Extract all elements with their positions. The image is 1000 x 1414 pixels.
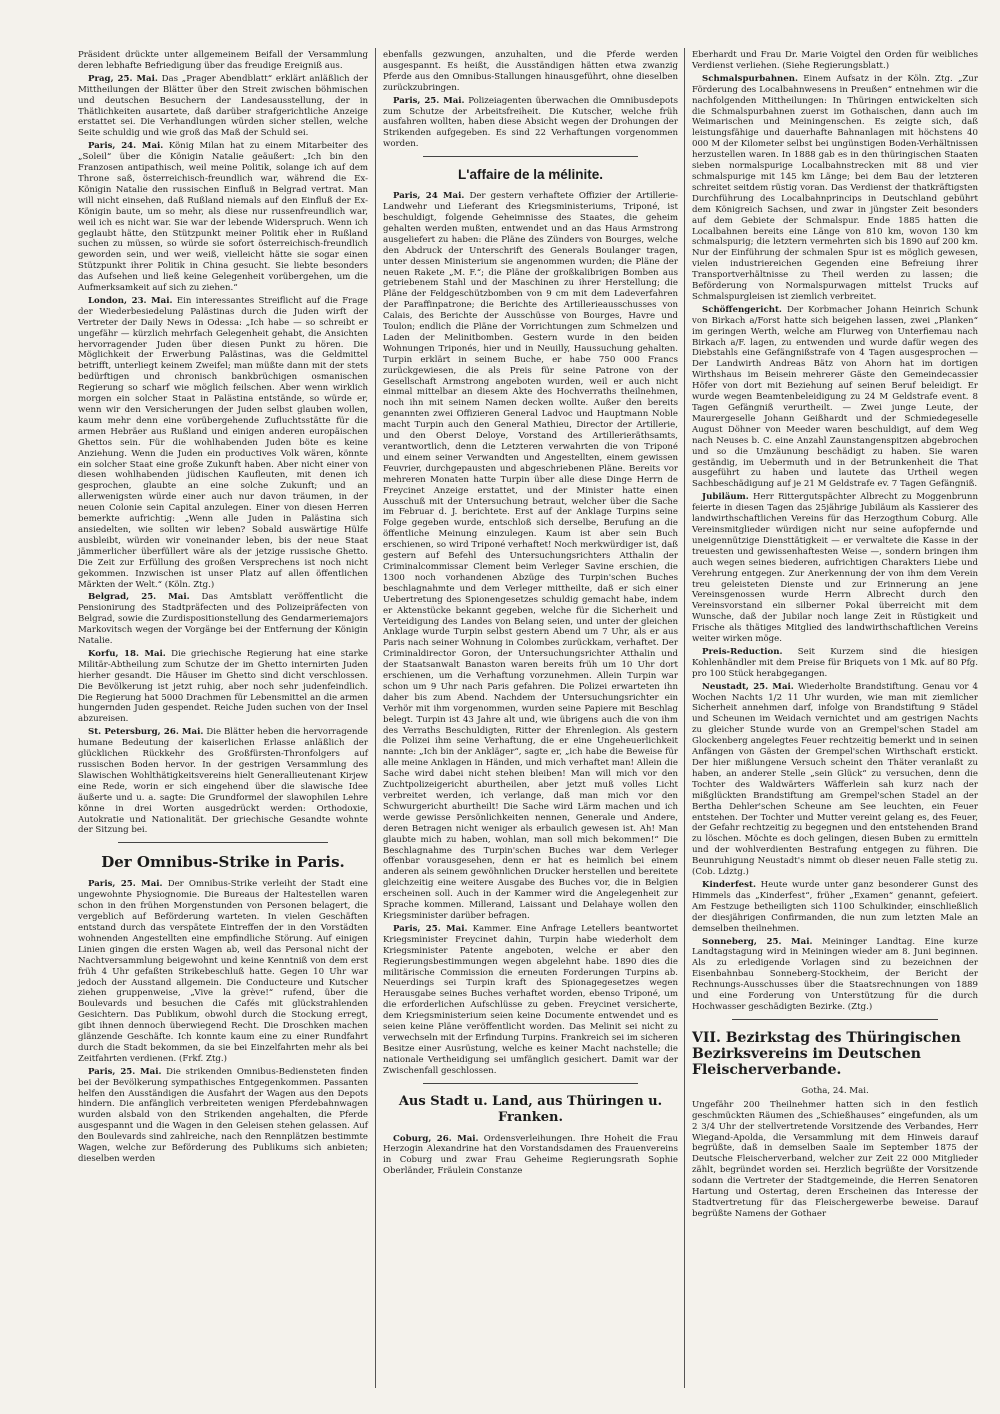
article-text: Das Amtsblatt veröffentlicht die Pensionirung des Stadtpräfecten und des Polizeipräfecten von Belgrad, sowie die Zurdispositionstellung des Gendarmeriemajors Markovitsch wegen der Vorgänge bei der Entfernung der Königin Natalie. [78,592,369,647]
article-dateline: Coburg, 26. Mai. [393,1133,479,1144]
article-dateline: Paris, 24 Mai. [393,191,465,202]
col2a-articles [383,50,678,150]
article-paragraph [383,1134,678,1178]
column-middle [383,50,678,1179]
article-dateline: Paris, 25. Mai. [393,923,468,934]
article-dateline: Kinderfest. [702,879,756,890]
article-text: Seit Kurzem sind die hiesigen Kohlenhändler mit dem Preise für Briquets von 1 Mk. auf 80 Pfg. pro 100 Stück herabgegangen. [692,646,979,679]
article-text: Heute wurde unter ganz besonderer Gunst des Himmels das „Kinderfest“, früher „Examen“ genannt, gefeiert. Am Festzuge betheiligten sich 1100 Schulkinder, einschließlich der diesjährigen Confirmanden, die nun zum letzten Male an demselben theilnehmen. [692,879,978,934]
article-dateline: Neustadt, 25. Mai. [702,681,794,692]
column-right [692,50,978,1222]
article-paragraph [78,592,368,647]
article-dateline: Schöffengericht. [702,304,782,315]
column-left [78,50,368,1167]
col1-articles [78,50,368,836]
thuringen-heading: Aus Stadt u. Land, aus Thüringen u. Franken. [398,1093,663,1125]
article-paragraph [692,682,978,878]
article-dateline: Prag, 25. Mai. [88,73,158,84]
vii-dateline: Gotha, 24. Mai. [801,1085,869,1096]
article-text: König Milan hat zu einem Mitarbeiter des „Soleil“ über die Königin Natalie geäußert: „Ich bin den Franzosen antipathisch, weil meine Politik, solange ich auf dem Throne saß, österreichisch-freundlich war, während die Ex-Königin Natalie den russischen Einfluß in Belgrad vertrat. Man will nicht einsehen, daß Rußland niemals auf den Einfluß der Ex-Königin baute, um so mehr, als diese nur russenfreundlich war, weil ich es nicht war. Sie war der lebende Widerspruch. Wenn ich geglaubt hätte, den Stützpunkt meiner Politik eher in Rußland suchen zu müssen, so würde sie sofort österreichisch-freundlich geworden sein, und wer weiß, vielleicht hätte sie sogar einen Stützpunkt ihrer Politik in China gesucht. Sie liebte besonders das Aufsehen und ließ keine Gelegenheit vorübergehen, um die Aufmerksamkeit auf sich zu ziehen.“ [78,141,369,294]
article-paragraph [692,1100,978,1220]
article-paragraph [692,74,978,303]
article-text: Der Korbmacher Johann Heinrich Schunk von Birkach a/Forst hatte sich beigehen lassen, zwei „Planken“ im geringen Werth, welche am Flurweg von Unterfiemau nach Birkach a/F. lagen, zu entwenden und wurde dafür wegen des Diebstahls eine Gefängnißstrafe von 4 Tagen ausgesprochen — Der Landwirth Andreas Bätz von Ahorn hat im dortigen Wirthshaus im Beisein mehrerer Gäste den Gemeindecassier Höfer von dort mit Beziehung auf seinen Beruf beleidigt. Er wurde wegen Beamtenbeleidigung zu 24 M Geldstrafe event. 8 Tagen Gefängniß verurtheilt. — Zwei junge Leute, der Maurergeselle Johann Geißhardt und der Schmiedegeselle August Döhner von Meeder waren beschuldigt, auf dem Weg nach Neuses b. C. eine Anzahl Zaunstangenspitzen abgebrochen und so die Umzäunung beschädigt zu haben. Sie waren geständig, im Uebermuth und in der Betrunkenheit die That ausgeführt zu haben und lautete das Urtheil wegen Sachbeschädigung auf je 21 M Geldstrafe ev. 7 Tagen Gefängniß. [692,304,978,490]
article-dateline: Paris, 24. Mai. [88,141,164,152]
article-text: Wiederholte Brandstiftung. Genau vor 4 Wochen Nachts 1/2 11 Uhr wurden, wie man mit ziemlicher Sicherheit annehmen darf, infolge von Brandstiftung 9 Städel und Scheunen im Weidach vernichtet und am gestrigen Nachts zu gleicher Stunde wurde von an Grempel'schen Stadel am Glockenberg angelegtes Feuer rechtzeitig bemerkt und in seinen Anfängen von Gästen der Grempel'schen Wirthschaft erstickt. Der hier mißlungene Versuch scheint den Thäter veranlaßt zu haben, an anderer Stelle „sein Glück“ zu versuchen, denn die Tochter des Waldwärters Wäfferlein sah kurz nach der mißglückten Brandstiftung am Grempel'schen Stadel an der Bertha Dehler'schen Scheune am See leuchten, ein Feuer entstehen. Der Tochter und Mutter vereint gelang es, des Feuer, der Gefahr rechtzeitig zu begegnen und den entstehenden Brand zu löschen. Möchte es doch gelingen, diesen Buben zu ermitteln und der wohlverdienten Bestrafung entgegen zu führen. Die Beunruhigung Neustadt's nimmt ob dieser neuen Falle stetig zu. (Cob. Ldztg.) [692,681,978,878]
article-paragraph [383,191,678,922]
article-text: Das „Prager Abendblatt“ erklärt anläßlich der Mittheilungen der Blätter über den Streit zwischen böhmischen und deutschen Besuchern der Landesausstellung, der in Thätlichkeiten ausartete, daß darüber strafgerichtliche Anzeige erstattet sei. Die Verhandlungen würden sicher stellen, welche Seite schuldig und wie groß das Maß der Schuld sei. [78,73,368,139]
col2c-articles [383,1134,678,1178]
vii-heading: VII. Bezirkstag des Thüringischen Bezirksvereins im Deutschen Fleischerverbande. [692,1029,961,1078]
article-paragraph [383,96,678,151]
melinite-heading: L'affaire de la mélinite. [457,167,603,183]
article-dateline: Preis-Reduction. [702,646,783,657]
article-dateline: London, 23. Mai. [88,295,173,306]
section-rule [423,1083,638,1084]
article-text: Ungefähr 200 Theilnehmer hatten sich in den festlich geschmückten Räumen des „Schießhauses“ eingefunden, als um 2 3/4 Uhr der stellvertretende Vorsitzende des Verbandes, Herr Wiegand-Apolda, die Versammlung mit dem Hinweis darauf begrüßte, daß in demselben Saale im September 1875 der Deutsche Fleischerverband, welcher zur Zeit 22 000 Mitglieder zählt, begründet worden sei. Herzlich begrüßte der Vorsitzende sodann die Vertreter der Stadtgemeinde, die Herren Senatoren Hartung und Ostertag, deren Erscheinen das Interesse der Stadtvertretung für das Fleischergewerbe beweise. Darauf begrüßte Namens der Gothaer [692,1099,978,1219]
article-text: Einem Aufsatz in der Köln. Ztg. „Zur Förderung des Localbahnwesens in Preußen“ entnehmen wir die nachfolgenden Mittheilungen: In Thüringen entwickelten sich die Schmalspurbahnen zuerst im Gothaischen, dann auch im Weimarischen und Meiningenschen. Es zeigte sich, daß leistungsfähige und dauerhafte Bahnanlagen mit höchstens 40 000 M der Kilometer selbst bei ungünstigen Boden-Verhältnissen herzustellen waren. In 1888 gab es in den thüringischen Staaten sieben normalspurige Localbahnstrecken mit 88 und vier schmalspurige mit 145 km Länge; bei dem Bau der letzteren schreitet seitdem rüstig voran. Das Verdienst der thatkräftigsten Durchführung des Localbahnprincips in Deutschland gebührt dem Königreich Sachsen, und zwar in jüngster Zeit besonders auf dem Gebiete der Schmalspur. Ende 1885 hatten die Localbahnen bereits eine Länge von 810 km, wovon 130 km schmalspurig; die letztern vermehrten sich bis 1890 auf 200 km. Nur der Einführung der schmalen Spur ist es möglich gewesen, vielen industriereichen Gegenden eine Befreiung ihrer Transportverhältnisse zu Theil werden zu lassen; die Beförderung von Normalspurwagen mittelst Trucks auf Schmalspurgleisen ist ziemlich verbreitet. [692,73,979,302]
article-paragraph [78,649,368,725]
article-text: Ein interessantes Streiflicht auf die Frage der Wiederbesiedelung Palästinas durch die Juden wirft der Vertreter der Daily News in Odessa: „Ich habe — so schreibt er ungefähr — kürzlich mehrfach Gelegenheit gehabt, die Ansichten hervorragender Juden über diesen Punkt zu hören. Die Möglichkeit der Erwerbung Palästinas, was die Geldmittel betrifft, unterliegt keinem Zweifel; man müßte dann mit der stets bedürftigen und chronisch bankbrüchigen osmanischen Regierung so scharf wie möglich feilschen. Aber wenn wirklich morgen ein solcher Staat in Palästina entstände, so würde er, wenn wir den Versicherungen der Juden selbst glauben wollen, kaum mehr denn eine vorübergehende Zufluchtsstätte für die armen Hebräer aus Rußland und einigen anderen europäischen Ghettos sein. Für die wohlhabenden Juden böte es keine Anziehung. Wenn die Juden ein productives Volk wären, könnte ein solcher Staat eine große Zukunft haben. Aber nicht einer von diesen wohlhabenden jüdischen Kaufleuten, mit denen ich gesprochen, glaubte an eine solche Zukunft; und an allerwenigsten würde einer auch nur davon träumen, in der neuen Colonie sein Capital anzulegen. Einer von diesen Herren bemerkte aufrichtig: „Wenn alle Juden in Palästina sich ansiedelten, wie sollten wir leben? Sobald auswärtige Hülfe ausbleibt, würden wir voneinander leben, bis der neue Staat jämmerlicher überfüllert wäre als der jetzige russische Ghetto. Die Zeit zur Erfüllung des großen Versprechens ist noch nicht gekommen. Inzwischen ist unser Platz auf allen öffentlichen Märkten der Welt.“ (Köln. Ztg.) [78,295,369,590]
article-text: Kammer. Eine Anfrage Letellers beantwortet Kriegsminister Freycinet dahin, Turpin habe wiederholt dem Kriegsminister Patente angeboten, welche er aber den Regierungsbestimmungen wegen abgelehnt habe. 1890 dies die militärische Commission die erneuten Forderungen Turpins ab. Neuerdings sei Turpin kraft des Spionagegesetzes wegen Herausgabe seines Buches verhaftet worden, ebenso Triponé, um die erforderlichen Aufschlüsse zu geben. Freycinet versicherte, dem Kriegsministerium seien keine Documente entwendet und es seien keine Pläne veröffentlicht worden. Das Melinit sei nicht zu verwechseln mit der Erfindung Turpins. Frankreich sei im sicheren Besitze einer Ausrüstung, welche es keiner Macht nachstelle; die nationale Vertheidigung sei umfänglich gesichert. Damit war der Zwischenfall geschlossen. [383,923,678,1076]
col3-articles [692,50,978,1013]
article-text: Der gestern verhaftete Offizier der Artillerie-Landwehr und Lieferant des Kriegsministeriums, Triponé, ist beschuldigt, folgende Geheimnisse des Staates, die geheim gehalten werden mußten, entwendet und an das Haus Armstrong ausgeliefert zu haben: die Pläne des Zünders von Bourges, welche den Abdruck der Unterschrift des Generals Boulanger tragen, unter dessen Ministerium sie angenommen wurden; die Pläne der neuen Rakete „M. F.“; die Pläne der großkalibrigen Bomben aus getriebenem Stahl und der Maschinen zu ihrer Herstellung; die Pläne der Feldgeschützbomben von 9 cm mit dem Ladeverfahren der Paraffinpatrone; die Berichte des Artillerieausschusses von Calais, des Berichte der Ausschüsse von Bourges, Havre und Toulon; endlich die Pläne der Vorrichtungen zum Schmelzen und Laden der Melinitbomben. Gestern wurde in den beiden Wohnungen Triponés, hier und in Neuilly, Haussuchung gehalten. Turpin erklärt in seinem Buche, er habe 750 000 Francs zurückgewiesen, die als Preis für seine Patrone von der Gesellschaft Armstrong angeboten wurden, weil er auch nicht einmal mittelbar an diesem Akte des Hochverraths theilnehmen, noch ihn mit seinem Namen decken wollte. Außer den bereits genannten zwei Offizieren General Ladvoc und Hauptmann Noble macht Turpin auch den General Mathieu, Director der Artillerie, und den Oberst Deloye, Vorstand des Artillerieräthsamts, verantwortlich, denn die Letzteren verwahrten die von Triponé und einem seiner Verwandten und Angestellten, einem gewissen Feuvrier, durchgepausten und abgeschriebenen Pläne. Bereits vor mehreren Monaten hatte Turpin über alle diese Dinge Herrn de Freycinet Anzeige erstattet, und der Minister hatte einen Ausschuß mit der Untersuchung betraut, welcher über die Sache im Februar d. J. berichtete. Erst auf der Anklage Turpins seine Folge gegeben wurde, entschloß sich derselbe, Berufung an die öffentliche Meinung einzulegen. Kaum ist aber sein Buch erschienen, so wird Triponé verhaftet! Noch merkwürdiger ist, daß gestern auf Befehl des Untersuchungsrichters Atthalin der Criminalcommissar Clement beim Verleger Savine erschien, die 1300 noch vorhandenen Abzüge des Turpin'schen Buches beschlagnahmte und dem Verleger mittheilte, daß er sich einer Uebertretung des Spionengesetzes schuldig gemacht habe, indem er Aktenstücke bekannt gegeben, welche für die Sicherheit und Verteidigung des Landes von Belang seien, und unter der gleichen Anklage wurde Turpin selbst gestern Abend um 7 Uhr, als er aus Paris nach seiner Wohnung in Colombes zurückkam, verhaftet. Der Criminaldirector Goron, der Untersuchungsrichter Atthalin und der Staatsanwalt Banaston waren bereits früh um 10 Uhr dort erschienen, um die Verhaftung vorzunehmen. Allein Turpin war schon um 9 Uhr nach Paris gefahren. Die Polizei erwarteten ihn daher bis zum Abend. Nachdem der Untersuchungsrichter ein Verhör mit ihm vorgenommen, wurden seine Papiere mit Beschlag belegt. Turpin ist 43 Jahre alt und, wie übrigens auch die von ihm des Verraths Beschuldigten, Ritter der Ehrenlegion. Als gestern die Polizei ihm seine Verhaftung, die er eine Ungeheuerlichkeit nannte: „Ich bin der Ankläger“, sagte er, „ich habe die Beweise für alle meine Anklagen in Händen, und mich verhaftet man! Allein die Sache wird dabei nicht stehen bleiben! Man will mich vor den Zuchtpolizeigericht aburtheilen, aber jetzt muß volles Licht verbreitet werden, ich verlange, daß man mich vor den Schwurgericht aburtheilt! Die Sache wird Lärm machen und ich werde gewisse Persönlichkeiten nennen, Generale und Andere, deren Betragen nicht weniger als erbaulich gewesen ist. Ah! Man glaubte mich zu haben, wohlan, man soll mich bekommen!“ Die Beschlagnahme des Turpin'schen Buches war dem Verleger offenbar vorausgesehen, denn er hat es heimlich bei einem anderen als seinem gewöhnlichen Drucker herstellen und bereitete gleichzeitig eine weitere Ausgabe des Buches vor, die in Belgien erscheinen soll. Auch in der Kammer wird die Angelegenheit zur Sprache kommen. Millerand, Laissant und Delahaye wollen den Kriegsminister darüber befragen. [383,191,679,921]
article-paragraph [692,492,978,645]
article-text: Eberhardt und Frau Dr. Marie Voigtel den Orden für weibliches Verdienst verliehen. (Siehe Regierungsblatt.) [692,50,978,71]
article-dateline: Jubiläum. [702,492,749,503]
article-paragraph [383,50,678,94]
article-dateline: Paris, 25. Mai. [88,879,163,890]
article-paragraph [78,50,368,72]
article-dateline: Korfu, 18. Mai. [88,648,166,659]
article-text: Der Omnibus-Strike verleiht der Stadt eine ungewohnte Physiognomie. Die Bureaus der Haltestellen waren schon in den frühen Morgenstunden von Personen belagert, die vergeblich auf Beförderung warteten. In vielen Geschäften entstand durch das verspätete Eintreffen der in den Vorstädten wohnenden Angestellten eine empfindliche Störung. Auf einigen Linien gingen die ersten Wagen ab, weil das Personal nicht der Nachtversammlung beigewohnt und keine Kenntniß von dem erst früh 4 Uhr gefaßten Strikebeschluß hatte. Gegen 10 Uhr war jedoch der Ausstand allgemein. Die Conducteure und Kutscher ziehen gruppenweise, „Vive la grève!“ rufend, über die Boulevards und besuchen die Cafés mit glückstrahlenden Gesichtern. Das Publikum, obwohl durch die Stockung erregt, gibt ihnen dennoch überwiegend Recht. Die Droschken machen glänzende Geschäfte. Ich konnte kaum eine zu einer Rundfahrt durch die Stadt bekommen, da sie bei Einzelfahrten mehr als bei Zeitfahrten verdienen. (Frkf. Ztg.) [78,879,369,1064]
article-paragraph [78,296,368,590]
article-text: Die Blätter heben die hervorragende humane Bedeutung der kaiserlichen Erlasse anläßlich der glücklichen Rückkehr des Großfürsten-Thronfolgers auf russischen Boden hervor. In der gestrigen Versammlung des Slawischen Wohlthätigkeitsvereins hielt Generallieutenant Kirjew eine Rede, worin er sich eingehend über die slawische Idee äußerte und u. a. sagte: Die Grundformel der slawophilen Lehre könne in drei Worten ausgedrückt werden: Orthodoxie, Autokratie und Nationalität. Der griechische Gesandte wohnte der Sitzung bei. [78,727,368,836]
article-paragraph [78,727,368,836]
article-paragraph [78,1067,368,1165]
article-dateline: Belgrad, 25. Mai. [88,592,190,603]
article-paragraph [78,141,368,294]
article-dateline: Paris, 25. Mai. [393,95,465,106]
col1b-articles [78,879,368,1165]
article-dateline: Schmalspurbahnen. [702,73,799,84]
section-rule [423,156,638,157]
article-dateline: St. Petersburg, 26. Mai. [88,727,204,738]
article-paragraph [692,305,978,490]
col2b-articles [383,191,678,1076]
article-paragraph [78,879,368,1064]
article-text: Präsident drückte unter allgemeinem Beifall der Versammlung deren lebhafte Befriedigung über das freudige Ereigniß aus. [78,50,368,71]
col3b-articles [692,1100,978,1220]
article-paragraph [383,924,678,1077]
article-text: ebenfalls gezwungen, anzuhalten, und die Pferde werden ausgespannt. Es heißt, die Ausständigen hätten etwa zwanzig Pferde aus den Omnibus-Stallungen hinausgeführt, ohne dieselben zurückzubringen. [383,50,678,93]
article-text: Herr Rittergutspächter Albrecht zu Moggenbrunn feierte in diesen Tagen das 25jährige Jubiläum als Kassierer des landwirthschaftlichen Vereins für das Herzogthum Coburg. Alle Vereinsmitglieder würdigen nicht nur seine aufopfernde und uneigennützige Diensttätigkeit — er verwaltete die Kasse in der treuesten und gewissenhaftesten Weise —, sondern bringen ihm auch wegen seines biederen, aufrichtigen Charakters Liebe und Verehrung entgegen. Zur Anerkennung der von ihm dem Verein treu geleisteten Dienste und zur Erinnerung an jene Vereinsgenossen wurde Herrn Albrecht durch den Vereinsvorstand ein silberner Pokal überreicht mit dem Wunsche, daß der Jubilar noch lange Zeit in Rüstigkeit und Frische als thätiges Mitglied des landwirthschaftlichen Vereins weiter wirken möge. [692,492,979,645]
article-dateline: Paris, 25. Mai. [88,1066,162,1077]
article-text: Die griechische Regierung hat eine starke Militär-Abtheilung zum Schutze der im Ghetto internirten Juden hierher gesandt. Die Häuser im Ghetto sind dicht verschlossen. Die Bevölkerung ist jetzt ruhig, aber noch sehr judenfeindlich. Die Regierung hat 5000 Drachmen für Lebensmittel an die armen hungernden Juden gespendet. Reiche Juden suchen von der Insel abzureisen. [78,648,369,725]
section-rule [732,1019,938,1020]
article-paragraph [692,880,978,935]
column-rule [375,48,376,1388]
section-rule [118,842,328,843]
article-text: Meininger Landtag. Eine kurze Landtagstagung wird in Meiningen wieder am 8. Juni beginnen. Als zu erledigende Vorlagen sind zu bezeichnen der Eisenbahnbau Sonneberg-Stockheim, der Bericht der Rechnungs-Ausschusses über die Staatsrechnungen von 1889 und eine Forderung von Unterstützung für die durch Hochwasser geschädigten Bezirke. (Ztg.) [692,936,978,1012]
article-text: Polizeiagenten überwachen die Omnibusdepots zum Schutze der Arbeitsfreiheit. Die Kutscher, welche früh ausfahren wollten, haben diese Absicht wegen der Drohungen der Strikenden aufgegeben. Es sind 22 Verhaftungen vorgenommen worden. [383,95,679,150]
column-rule [684,48,685,1388]
article-text: Die strikenden Omnibus-Bediensteten finden bei der Bevölkerung sympathisches Entgegenkommen. Passanten helfen den Ausständigen die Ausfahrt der Wagen aus den Depots hindern. Die anfänglich verbreiteten wenigen Pferdebahnwagen wurden alsbald von den Strikenden angehalten, die Pferde ausgespannt und die Wagen in den Geleisen stehen gelassen. Auf den Boulevards sind zahlreiche, nach den Rennplätzen bestimmte Wagen, welche zur Beförderung des Publikums sich anbieten; dieselben werden [78,1066,368,1164]
article-paragraph [78,74,368,139]
article-dateline: Sonneberg, 25. Mai. [702,936,813,947]
article-paragraph [692,50,978,72]
article-paragraph [692,647,978,680]
article-text: Ordensverleihungen. Ihre Hoheit die Frau Herzogin Alexandrine hat den Vorstandsdamen des Frauenvereins in Coburg und zwar Frau Geheime Regierungsrath Sophie Oberländer, Fräulein Constanze [383,1133,678,1177]
omnibus-heading: Der Omnibus-Strike in Paris. [101,853,345,872]
article-paragraph [692,937,978,1013]
